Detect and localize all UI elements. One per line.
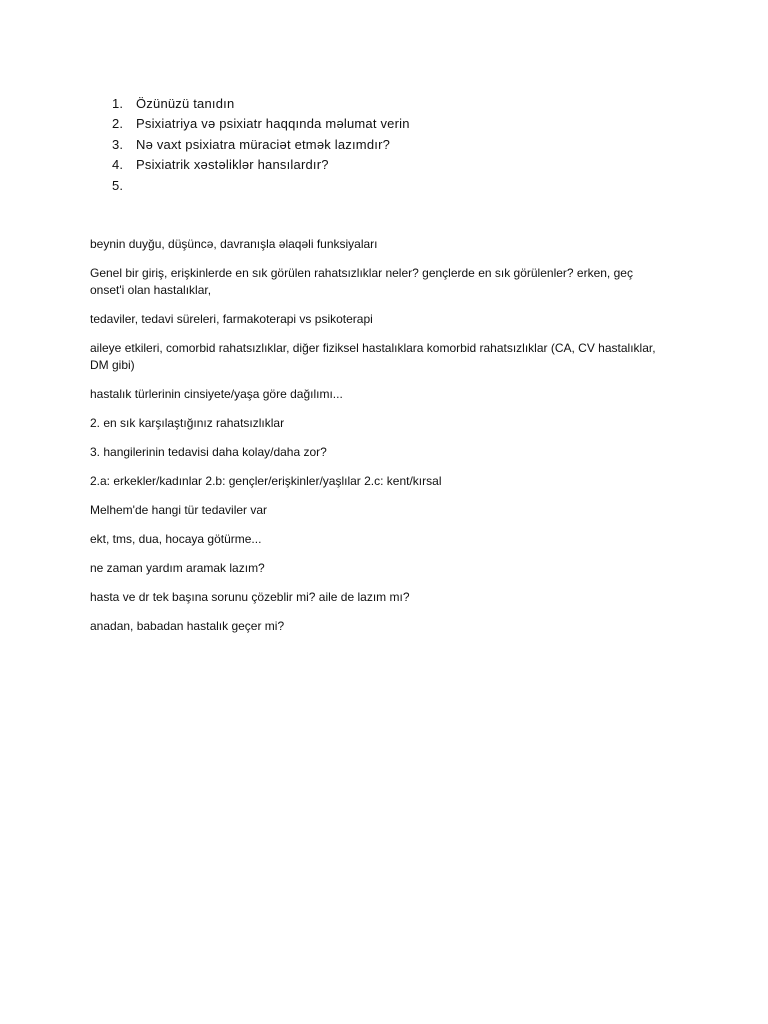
notes-section [90, 236, 670, 647]
list-item [112, 155, 410, 175]
list-text: Psixiatrik xəstəliklər hansılardır? [136, 157, 329, 173]
list-number: 2. [112, 116, 124, 132]
list-number: 1. [112, 96, 124, 111]
list-text: Psixiatriya və psixiatr haqqında məlumat verin [136, 116, 410, 132]
note-paragraph: anadan, babadan hastalık geçer mi? [90, 619, 285, 633]
note-paragraph: Genel bir giriş, erişkinlerde en sık görülen rahatsızlıklar neler? gençlerde en sık görülenler? erken, geç onset'i olan hastalıklar, [90, 266, 637, 297]
note-paragraph: 3. hangilerinin tedavisi daha kolay/daha zor? [90, 445, 327, 459]
note-paragraph: ekt, tms, dua, hocaya götürme... [90, 532, 262, 546]
note-paragraph: Melhem'de hangi tür tedaviler var [90, 503, 268, 517]
list-text: Nə vaxt psixiatra müraciət etmək lazımdır? [136, 136, 391, 152]
list-item [112, 114, 410, 134]
note-paragraph: aileye etkileri, comorbid rahatsızlıklar, diğer fiziksel hastalıklara komorbid rahatsızlıklar (CA, CV hastalıklar, DM gibi) [90, 341, 659, 372]
list-item [112, 135, 410, 155]
numbered-question-list [112, 94, 410, 196]
note-paragraph: tedaviler, tedavi süreleri, farmakoterapi vs psikoterapi [90, 312, 373, 326]
note-paragraph: 2. en sık karşılaştığınız rahatsızlıklar [90, 416, 285, 430]
list-number: 3. [112, 136, 124, 152]
note-paragraph: beynin duyğu, düşüncə, davranışla əlaqəli funksiyaları [90, 237, 378, 251]
list-item [112, 94, 410, 114]
list-text: Özünüzü tanıdın [136, 96, 235, 111]
note-paragraph: hasta ve dr tek başına sorunu çözeblir mi? aile de lazım mı? [90, 590, 410, 604]
note-paragraph: ne zaman yardım aramak lazım? [90, 561, 265, 575]
note-paragraph: 2.a: erkekler/kadınlar 2.b: gençler/erişkinler/yaşlılar 2.c: kent/kırsal [90, 474, 442, 488]
note-paragraph: hastalık türlerinin cinsiyete/yaşa göre dağılımı... [90, 387, 343, 401]
list-item [112, 176, 410, 196]
list-number: 4. [112, 157, 124, 173]
list-number: 5. [112, 177, 124, 193]
